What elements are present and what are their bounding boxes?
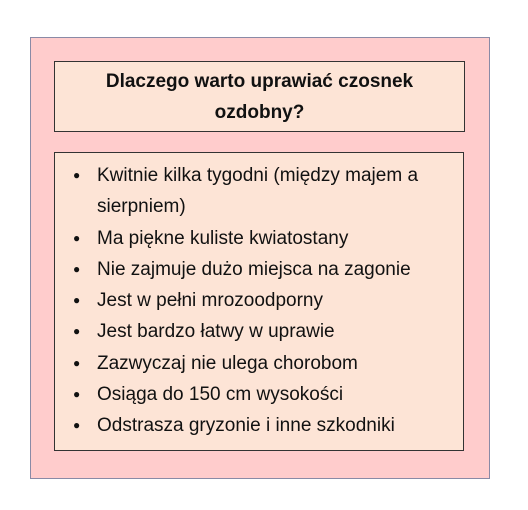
- list-item-text: Ma piękne kuliste kwiatostany: [97, 227, 349, 249]
- title-box: [54, 61, 465, 132]
- list-item: [55, 285, 453, 316]
- page-title: Dlaczego warto uprawiać czosnek ozdobny?: [105, 70, 414, 123]
- list-item-text: Jest w pełni mrozoodporny: [97, 290, 323, 312]
- list-item-text: Odstrasza gryzonie i inne szkodniki: [97, 415, 395, 437]
- list-item-text: Zazwyczaj nie ulega chorobom: [97, 352, 358, 374]
- bullet-icon: ●: [73, 418, 81, 433]
- list-item-text: Osiąga do 150 cm wysokości: [97, 384, 344, 406]
- list-item: [55, 223, 453, 254]
- bullet-icon: ●: [73, 230, 81, 245]
- list-item: [55, 410, 453, 441]
- list-item-text: Jest bardzo łatwy w uprawie: [97, 321, 335, 343]
- bullet-icon: ●: [73, 324, 81, 339]
- list-item: [55, 348, 453, 379]
- bullet-icon: ●: [73, 168, 81, 182]
- benefits-list: [55, 153, 463, 442]
- bullet-icon: ●: [73, 355, 81, 370]
- list-item: [55, 316, 453, 347]
- list-item-text: Nie zajmuje dużo miejsca na zagonie: [97, 258, 411, 280]
- list-item: [55, 254, 453, 285]
- list-item-text: Kwitnie kilka tygodni (między majem a sierpniem): [97, 165, 419, 218]
- bullet-icon: ●: [73, 387, 81, 402]
- list-item: [55, 379, 453, 410]
- bullet-icon: ●: [73, 261, 81, 276]
- benefits-box: [54, 152, 464, 451]
- list-item: [55, 160, 453, 223]
- bullet-icon: ●: [73, 293, 81, 308]
